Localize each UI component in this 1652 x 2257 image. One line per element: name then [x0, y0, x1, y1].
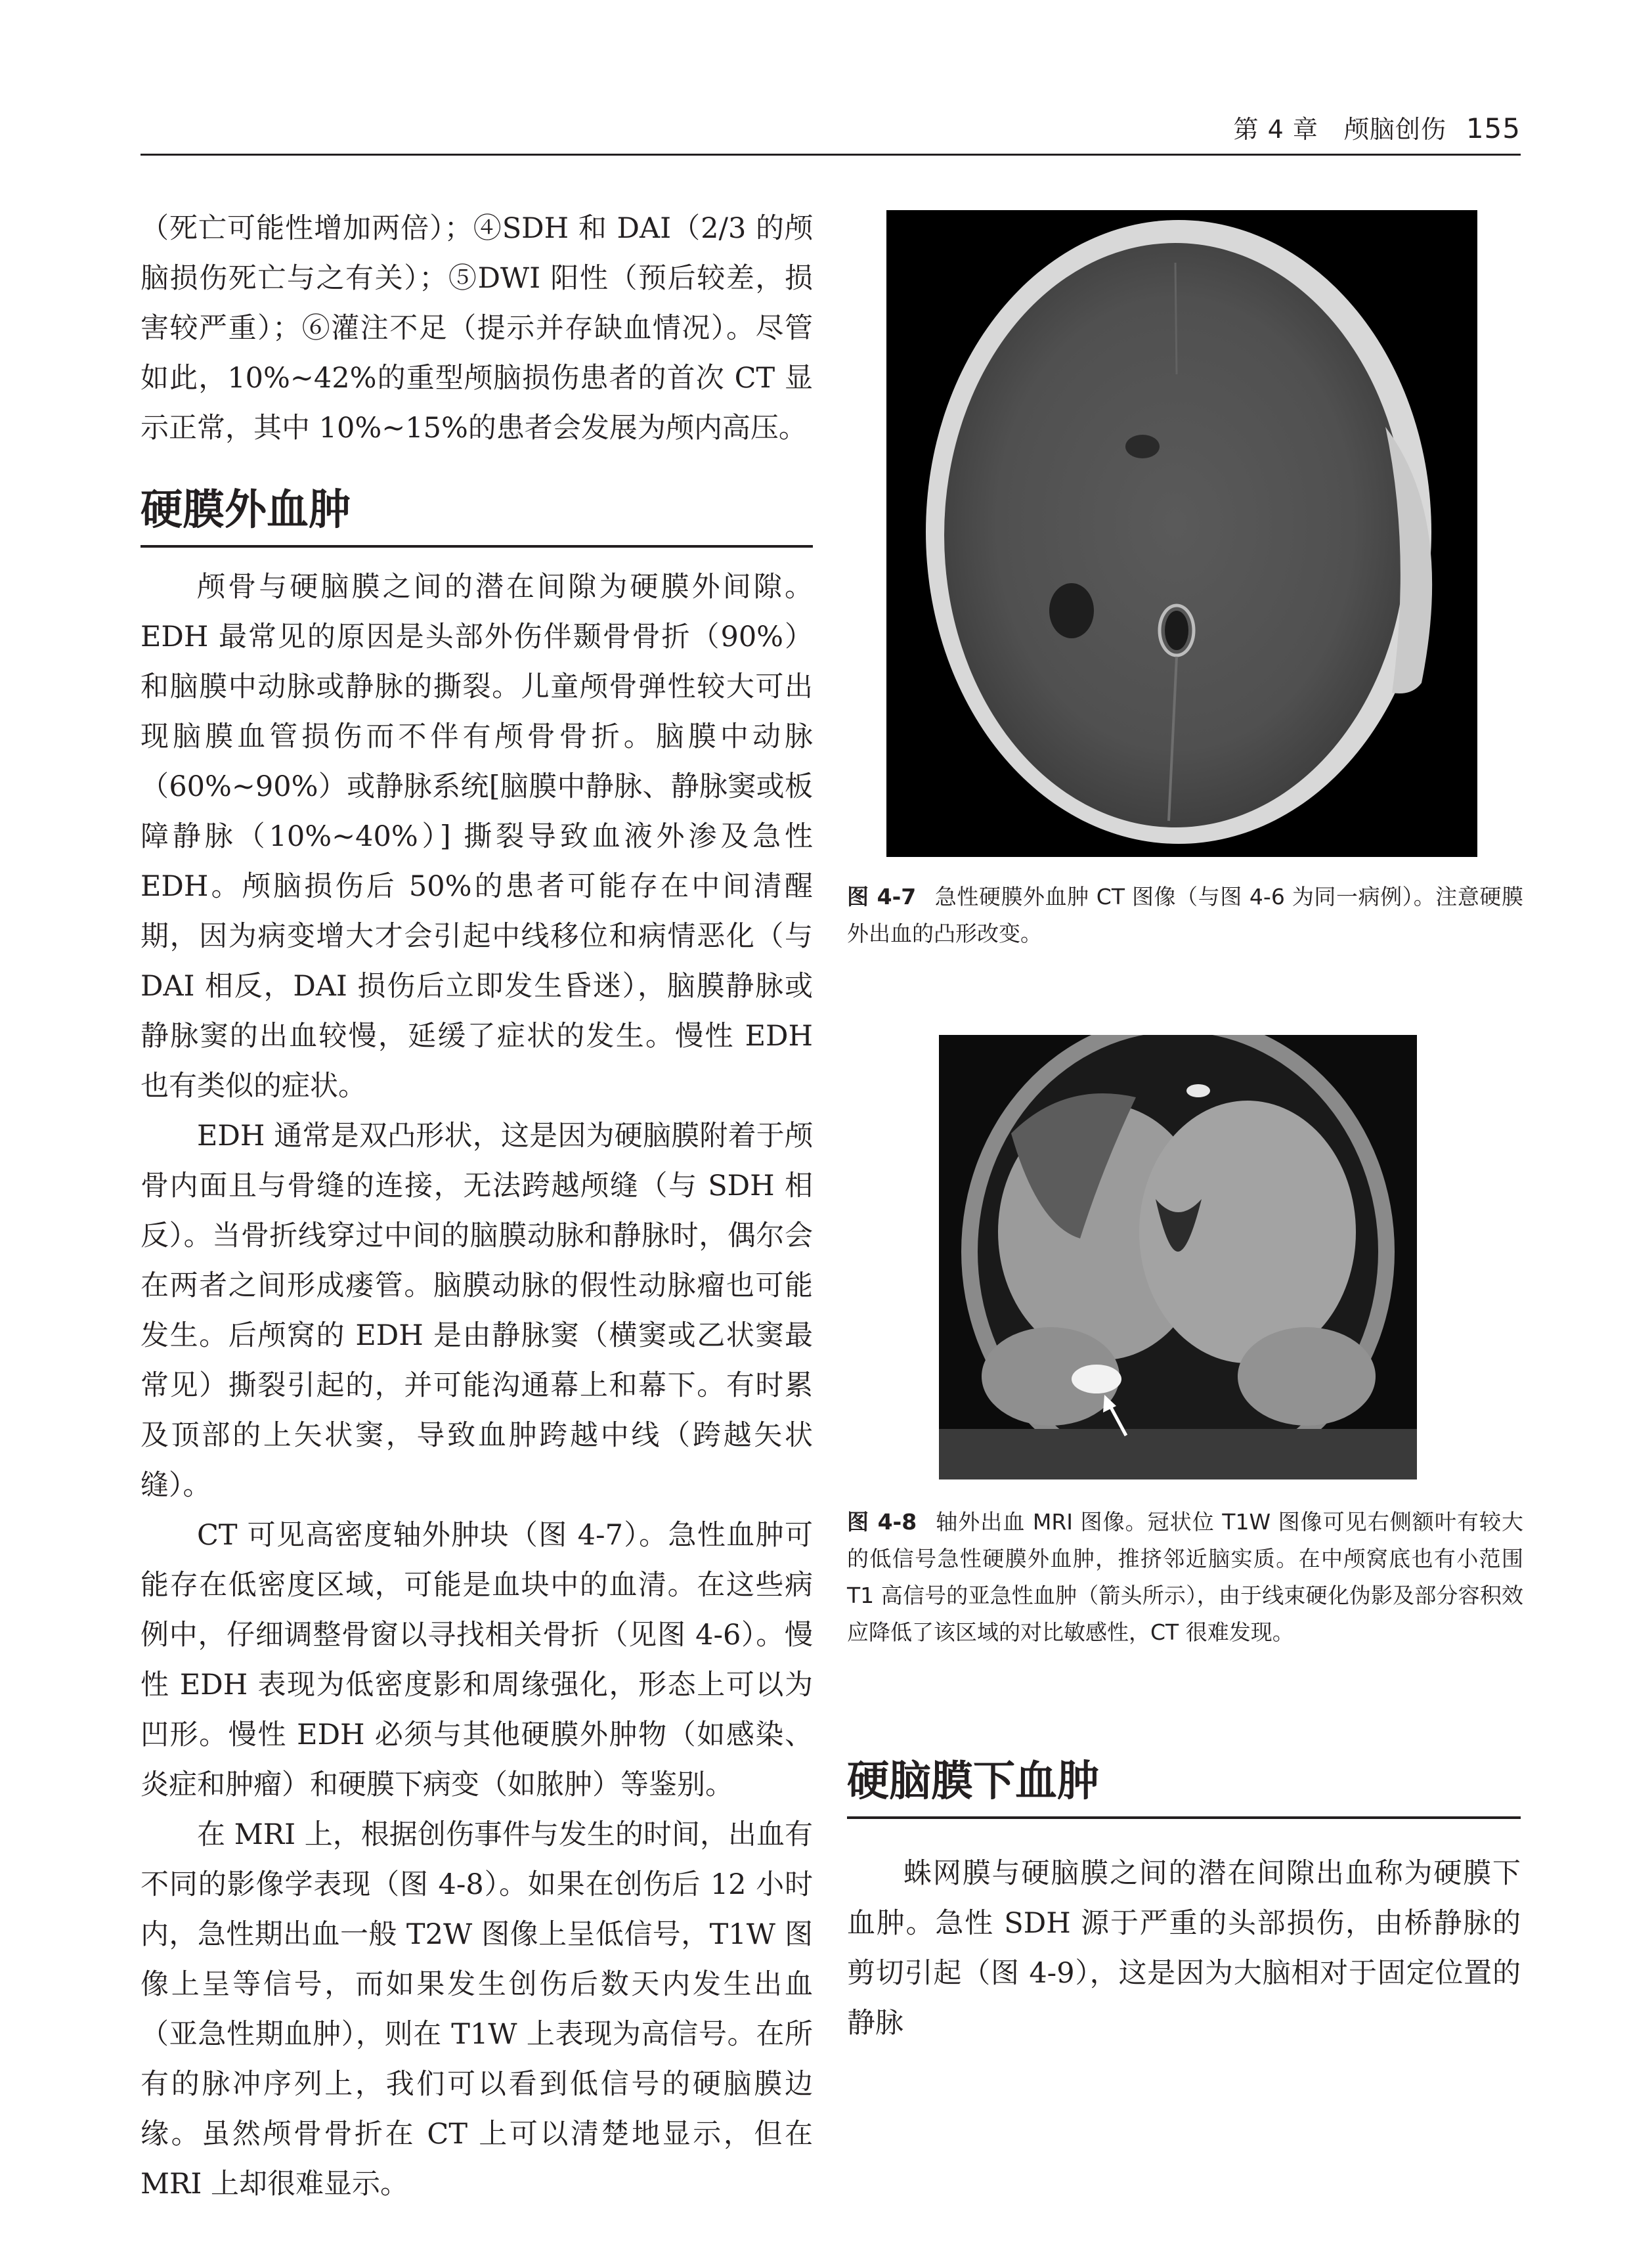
- header-rule: [141, 154, 1521, 156]
- page-number: 155: [1466, 112, 1521, 144]
- section-heading-sdh: 硬脑膜下血肿: [847, 1757, 1099, 1806]
- section-heading-rule: [847, 1816, 1521, 1819]
- figure-4-8-caption: [847, 1504, 1523, 1651]
- ct-scan-illustration: [886, 210, 1477, 857]
- body-paragraph: EDH 通常是双凸形状，这是因为硬脑膜附着于颅骨内面且与骨缝的连接，无法跨越颅缝（与 SDH 相反）。当骨折线穿过中间的脑膜动脉和静脉时，偶尔会在两者之间形成瘘管。脑膜动脉的假性动脉瘤也可能发生。后颅窝的 EDH 是由静脉窦（横窦或乙状窦最常见）撕裂引起的，并可能沟通幕上和幕下。有时累及顶部的上矢状窦，导致血肿跨越中线（跨越矢状缝）。: [141, 1120, 813, 1502]
- figure-4-7-caption: [847, 879, 1523, 952]
- running-header: [1233, 109, 1521, 145]
- body-paragraph: CT 可见高密度轴外肿块（图 4-7）。急性血肿可能存在低密度区域，可能是血块中的血清。在这些病例中，仔细调整骨窗以寻找相关骨折（见图 4-6）。慢性 EDH 表现为低密度影和周缘强化，形态上可以为凹形。慢性 EDH 必须与其他硬膜外肿物（如感染、炎症和肿瘤）和硬膜下病变（如脓肿）等鉴别。: [141, 1519, 813, 1801]
- figure-4-8-mri-image: [939, 1035, 1417, 1479]
- body-paragraph: 在 MRI 上，根据创伤事件与发生的时间，出血有不同的影像学表现（图 4-8）。如果在创伤后 12 小时内，急性期出血一般 T2W 图像上呈低信号，T1W 图像上呈等信号，而如果发生创伤后数天内发生出血（亚急性期血肿），则在 T1W 上表现为高信号。在所有的脉冲序列上，我们可以看到低信号的硬脑膜边缘。虽然颅骨骨折在 CT 上可以清楚地显示，但在 MRI 上却很难显示。: [141, 1818, 813, 2201]
- figure-label: 图 4-8: [847, 1509, 917, 1535]
- figure-label: 图 4-7: [847, 884, 917, 909]
- intro-paragraph: （死亡可能性增加两倍）；④SDH 和 DAI（2/3 的颅脑损伤死亡与之有关）；⑤DWI 阳性（预后较差，损害较严重）；⑥灌注不足（提示并存缺血情况）。尽管如此，10%~42%的重型颅脑损伤患者的首次 CT 显示正常，其中 10%~15%的患者会发展为颅内高压。: [141, 212, 813, 445]
- mri-scan-illustration: [939, 1035, 1417, 1479]
- section-heading-edh: 硬膜外血肿: [141, 485, 351, 535]
- edh-body: [141, 562, 813, 2209]
- figure-caption-text: 轴外出血 MRI 图像。冠状位 T1W 图像可见右侧额叶有较大的低信号急性硬膜外血肿，推挤邻近脑实质。在中颅窝底也有小范围 T1 高信号的亚急性血肿（箭头所示），由于线束硬化伪影及部分容积效应降低了该区域的对比敏感性，CT 很难发现。: [847, 1509, 1523, 1645]
- figure-caption-text: 急性硬膜外血肿 CT 图像（与图 4-6 为同一病例）。注意硬膜外出血的凸形改变。: [847, 884, 1523, 946]
- sdh-body: [847, 1849, 1521, 2048]
- section-heading-rule: [141, 545, 813, 548]
- figure-4-7-ct-image: [886, 210, 1477, 857]
- body-paragraph: 蛛网膜与硬脑膜之间的潜在间隙出血称为硬膜下血肿。急性 SDH 源于严重的头部损伤，由桥静脉的剪切引起（图 4-9），这是因为大脑相对于固定位置的静脉: [847, 1857, 1521, 2040]
- body-paragraph: 颅骨与硬脑膜之间的潜在间隙为硬膜外间隙。EDH 最常见的原因是头部外伤伴颞骨骨折（90%）和脑膜中动脉或静脉的撕裂。儿童颅骨弹性较大可出现脑膜血管损伤而不伴有颅骨骨折。脑膜中动脉（60%~90%）或静脉系统[脑膜中静脉、静脉窦或板障静脉（10%~40%）] 撕裂导致血液外渗及急性 EDH。颅脑损伤后 50%的患者可能存在中间清醒期，因为病变增大才会引起中线移位和病情恶化（与 DAI 相反，DAI 损伤后立即发生昏迷），脑膜静脉或静脉窦的出血较慢，延缓了症状的发生。慢性 EDH 也有类似的症状。: [141, 571, 813, 1103]
- chapter-title: 第 4 章 颅脑创伤: [1233, 115, 1446, 144]
- intro-paragraph-block: [141, 204, 813, 453]
